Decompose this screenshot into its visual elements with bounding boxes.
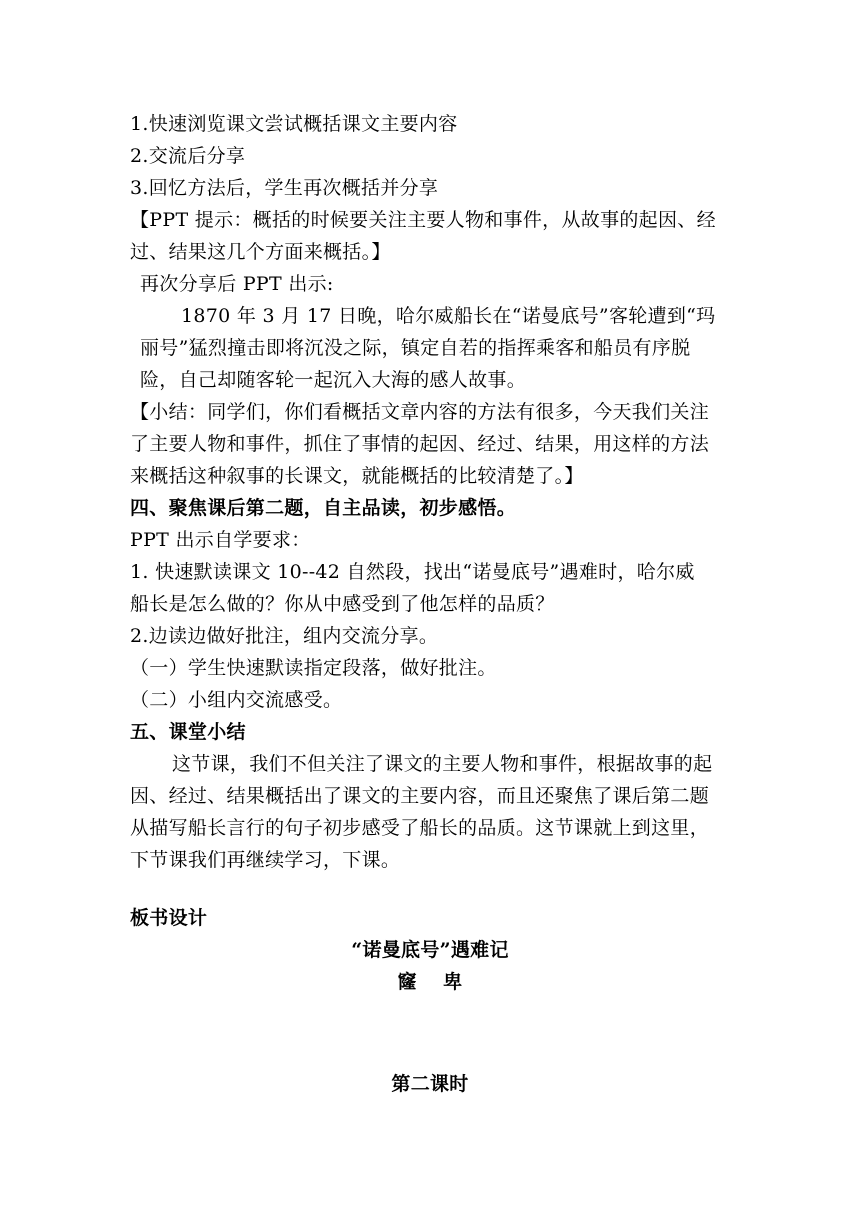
step-3: 3.回忆方法后，学生再次概括并分享 (130, 177, 439, 199)
self-study-line-2: 船长是怎么做的？你从中感受到了他怎样的品质？ (130, 593, 555, 615)
step-1: 1.快速浏览课文尝试概括课文主要内容 (130, 113, 458, 135)
section-5-heading: 五、课堂小结 (130, 721, 246, 743)
lesson-summary-line-1: 这节课，我们不但关注了课文的主要人物和事件，根据故事的起 (172, 753, 713, 775)
summary-line-1: 1870 年 3 月 17 日晚，哈尔威船长在“诺曼底号”客轮遭到“玛 (181, 305, 716, 327)
conclusion-line-2: 了主要人物和事件，抓住了事情的起因、经过、结果，用这样的方法 (130, 433, 710, 455)
board-title: “诺曼底号”遇难记 (351, 939, 509, 961)
step-2: 2.交流后分享 (130, 145, 246, 167)
conclusion-line-1: 【小结：同学们，你们看概括文章内容的方法有很多，今天我们关注 (130, 401, 710, 423)
ppt-tip-line-1: 【PPT 提示：概括的时候要关注主要人物和事件，从故事的起因、经 (130, 209, 716, 231)
activity-2: （二）小组内交流感受。 (130, 689, 343, 711)
board-words: 窿 卑 (397, 971, 463, 993)
section-4-heading: 四、聚焦课后第二题，自主品读，初步感悟。 (130, 497, 517, 519)
second-lesson-heading: 第二课时 (391, 1073, 469, 1095)
self-study-line-3: 2.边读边做好批注，组内交流分享。 (130, 625, 439, 647)
lesson-summary-line-3: 从描写船长言行的句子初步感受了船长的品质。这节课就上到这里， (130, 817, 710, 839)
lesson-summary-line-2: 因、经过、结果概括出了课文的主要内容，而且还聚焦了课后第二题 (130, 785, 710, 807)
lesson-summary-line-4: 下节课我们再继续学习，下课。 (130, 849, 401, 871)
conclusion-line-3: 来概括这种叙事的长课文，就能概括的比较清楚了。】 (130, 465, 584, 487)
board-design-heading: 板书设计 (130, 907, 208, 929)
activity-1: （一）学生快速默读指定段落，做好批注。 (130, 657, 497, 679)
summary-line-2: 丽号”猛烈撞击即将沉没之际，镇定自若的指挥乘客和船员有序脱 (140, 337, 691, 359)
ppt-tip-line-2: 过、结果这几个方面来概括。】 (130, 241, 391, 263)
self-study-line-1: 1. 快速默读课文 10--42 自然段，找出“诺曼底号”遇难时，哈尔威 (130, 561, 695, 583)
self-study-label: PPT 出示自学要求： (130, 529, 311, 551)
ppt-show-intro: 再次分享后 PPT 出示: (140, 273, 334, 295)
summary-line-3: 险，自己却随客轮一起沉入大海的感人故事。 (140, 369, 527, 391)
